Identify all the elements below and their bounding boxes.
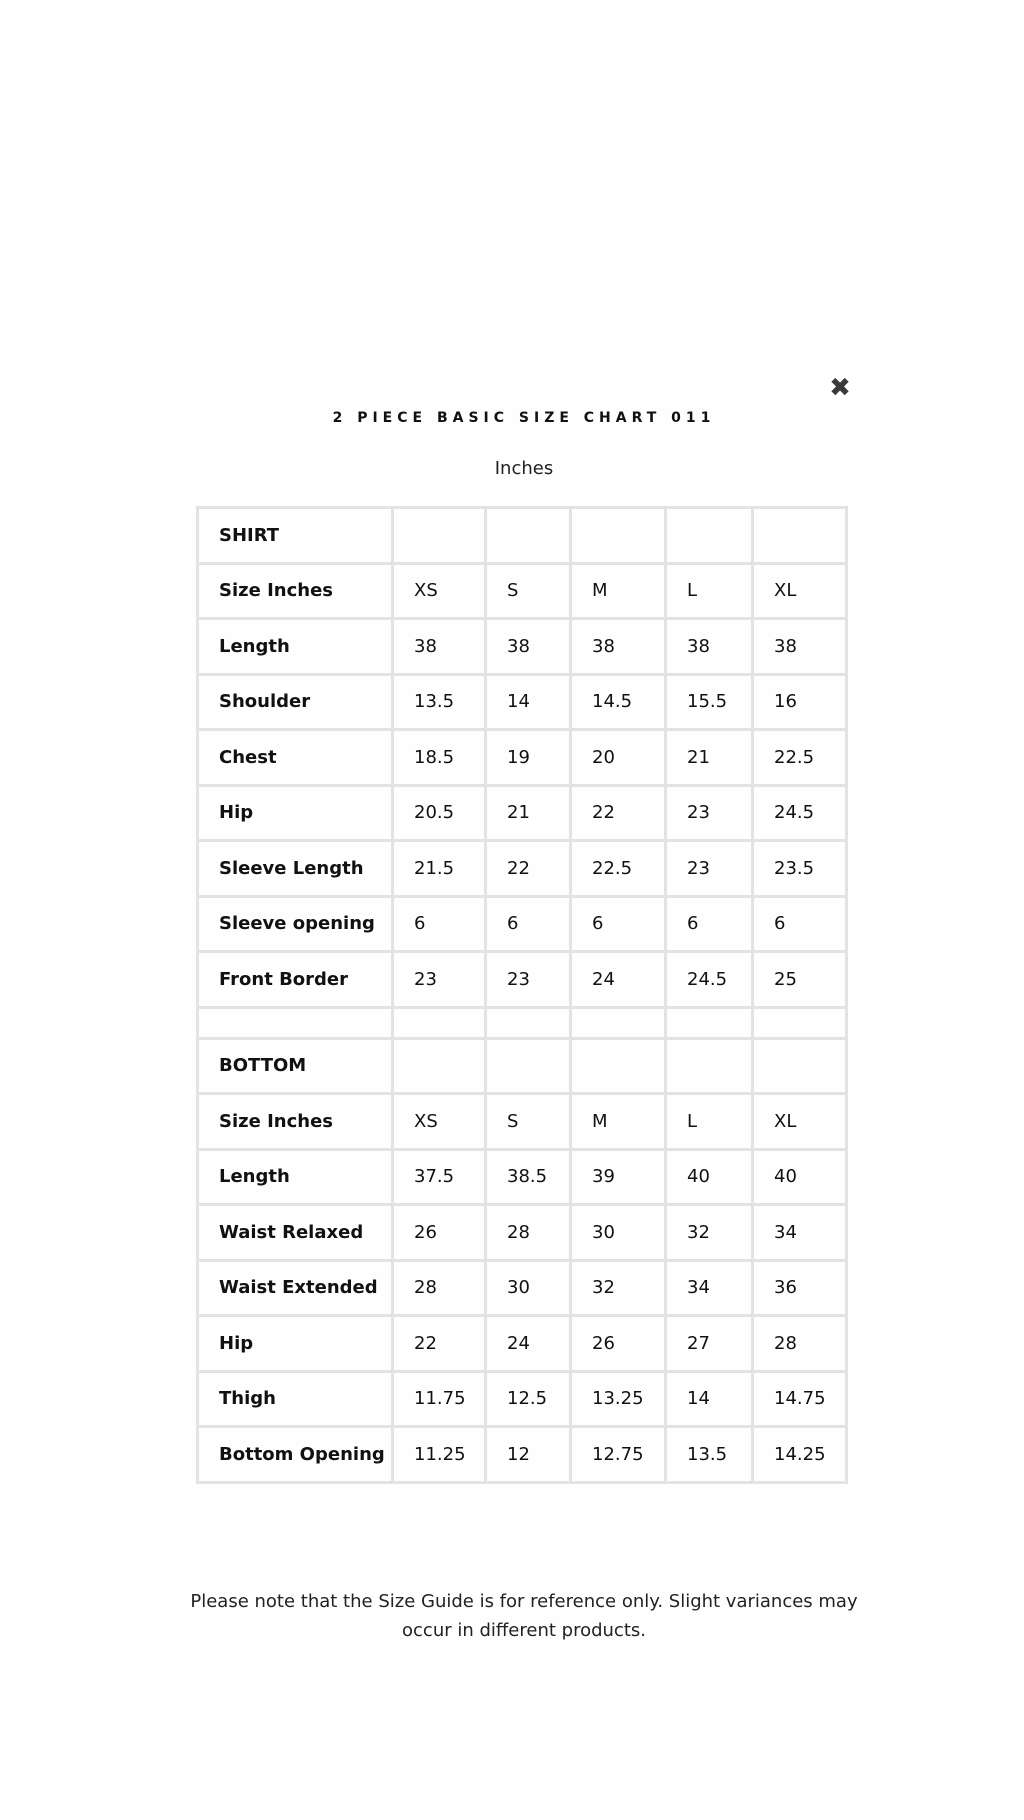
table-cell: 13.5	[666, 1427, 753, 1483]
row-label: Shoulder	[198, 674, 393, 730]
table-cell: 30	[486, 1260, 571, 1316]
row-label: Thigh	[198, 1371, 393, 1427]
table-cell: 6	[753, 896, 847, 952]
table-cell: 23	[666, 841, 753, 897]
table-cell: 21	[666, 730, 753, 786]
row-label: SHIRT	[198, 508, 393, 564]
table-cell: 14.5	[571, 674, 666, 730]
table-cell: 19	[486, 730, 571, 786]
table-cell: 26	[571, 1316, 666, 1372]
table-cell: 13.5	[393, 674, 486, 730]
table-cell: 36	[753, 1260, 847, 1316]
table-cell: 38	[486, 619, 571, 675]
table-cell: L	[666, 1094, 753, 1150]
table-cell: 23	[666, 785, 753, 841]
table-row	[198, 1371, 847, 1427]
table-cell	[571, 508, 666, 564]
row-label: Waist Relaxed	[198, 1205, 393, 1261]
size-chart-modal	[174, 362, 874, 1700]
table-cell: 38	[571, 619, 666, 675]
table-cell: 11.25	[393, 1427, 486, 1483]
table-cell: 39	[571, 1149, 666, 1205]
table-cell: XS	[393, 563, 486, 619]
table-row	[198, 730, 847, 786]
table-cell	[486, 1007, 571, 1038]
table-cell: 22.5	[753, 730, 847, 786]
table-cell: 15.5	[666, 674, 753, 730]
row-label	[198, 1007, 393, 1038]
table-cell: 22.5	[571, 841, 666, 897]
row-label: Waist Extended	[198, 1260, 393, 1316]
table-cell: 26	[393, 1205, 486, 1261]
row-label: BOTTOM	[198, 1038, 393, 1094]
table-cell: 28	[486, 1205, 571, 1261]
table-row	[198, 1149, 847, 1205]
table-cell: 38.5	[486, 1149, 571, 1205]
table-row	[198, 1260, 847, 1316]
row-label: Sleeve opening	[198, 896, 393, 952]
table-cell: 38	[753, 619, 847, 675]
table-cell: 20.5	[393, 785, 486, 841]
row-label: Bottom Opening	[198, 1427, 393, 1483]
table-cell	[753, 1007, 847, 1038]
table-cell	[486, 508, 571, 564]
close-icon[interactable]: ✖	[829, 373, 851, 403]
table-cell: 16	[753, 674, 847, 730]
table-cell: 23	[486, 952, 571, 1008]
table-cell: 27	[666, 1316, 753, 1372]
table-cell	[393, 1038, 486, 1094]
table-cell: XS	[393, 1094, 486, 1150]
table-cell: 6	[666, 896, 753, 952]
table-cell	[393, 1007, 486, 1038]
row-label: Hip	[198, 785, 393, 841]
table-cell	[666, 1007, 753, 1038]
table-cell	[753, 1038, 847, 1094]
table-cell: 6	[486, 896, 571, 952]
table-cell: 21.5	[393, 841, 486, 897]
table-cell: 6	[571, 896, 666, 952]
table-cell: 6	[393, 896, 486, 952]
table-row	[198, 1427, 847, 1483]
size-chart-title: 2 PIECE BASIC SIZE CHART 011	[332, 410, 716, 426]
table-cell: 22	[486, 841, 571, 897]
table-cell: 30	[571, 1205, 666, 1261]
table-cell: 14	[486, 674, 571, 730]
row-label: Chest	[198, 730, 393, 786]
table-row	[198, 896, 847, 952]
table-cell: 13.25	[571, 1371, 666, 1427]
table-spacer-row	[198, 1007, 847, 1038]
table-cell: M	[571, 563, 666, 619]
table-row	[198, 674, 847, 730]
table-cell: M	[571, 1094, 666, 1150]
table-row	[198, 1316, 847, 1372]
row-label: Length	[198, 619, 393, 675]
table-cell: S	[486, 1094, 571, 1150]
table-cell: 40	[753, 1149, 847, 1205]
table-cell: S	[486, 563, 571, 619]
size-chart-table	[196, 506, 848, 1484]
table-row	[198, 1094, 847, 1150]
row-label: Length	[198, 1149, 393, 1205]
table-row	[198, 619, 847, 675]
size-chart-table-body	[198, 508, 847, 1483]
table-section-row	[198, 1038, 847, 1094]
unit-label: Inches	[494, 458, 554, 479]
table-cell: 37.5	[393, 1149, 486, 1205]
table-cell: 34	[666, 1260, 753, 1316]
row-label: Hip	[198, 1316, 393, 1372]
table-cell	[571, 1038, 666, 1094]
table-cell: 12.5	[486, 1371, 571, 1427]
table-cell: 14.75	[753, 1371, 847, 1427]
table-row	[198, 563, 847, 619]
table-cell: 24.5	[666, 952, 753, 1008]
table-cell	[571, 1007, 666, 1038]
table-cell: 38	[666, 619, 753, 675]
table-cell: 14.25	[753, 1427, 847, 1483]
table-cell: 40	[666, 1149, 753, 1205]
table-cell	[666, 508, 753, 564]
table-cell	[486, 1038, 571, 1094]
table-cell: 12	[486, 1427, 571, 1483]
table-cell: 32	[571, 1260, 666, 1316]
table-cell: 34	[753, 1205, 847, 1261]
table-cell: 20	[571, 730, 666, 786]
table-cell: 25	[753, 952, 847, 1008]
table-cell	[666, 1038, 753, 1094]
table-cell: XL	[753, 563, 847, 619]
table-row	[198, 952, 847, 1008]
row-label: Size Inches	[198, 563, 393, 619]
table-cell: 24	[571, 952, 666, 1008]
table-cell: 38	[393, 619, 486, 675]
table-cell: 23	[393, 952, 486, 1008]
table-section-row	[198, 508, 847, 564]
size-guide-note: Please note that the Size Guide is for reference only. Slight variances may occur in different products.	[190, 1591, 858, 1641]
table-row	[198, 1205, 847, 1261]
table-cell: 22	[571, 785, 666, 841]
table-cell: L	[666, 563, 753, 619]
table-cell: 22	[393, 1316, 486, 1372]
table-cell: 21	[486, 785, 571, 841]
table-cell: 32	[666, 1205, 753, 1261]
table-cell: 23.5	[753, 841, 847, 897]
table-row	[198, 785, 847, 841]
table-cell: 24.5	[753, 785, 847, 841]
table-cell: 14	[666, 1371, 753, 1427]
table-cell: 11.75	[393, 1371, 486, 1427]
table-cell: 24	[486, 1316, 571, 1372]
table-cell: 18.5	[393, 730, 486, 786]
row-label: Front Border	[198, 952, 393, 1008]
table-cell	[753, 508, 847, 564]
row-label: Size Inches	[198, 1094, 393, 1150]
table-cell: 28	[753, 1316, 847, 1372]
table-cell: 12.75	[571, 1427, 666, 1483]
row-label: Sleeve Length	[198, 841, 393, 897]
table-row	[198, 841, 847, 897]
table-cell	[393, 508, 486, 564]
table-cell: 28	[393, 1260, 486, 1316]
table-cell: XL	[753, 1094, 847, 1150]
